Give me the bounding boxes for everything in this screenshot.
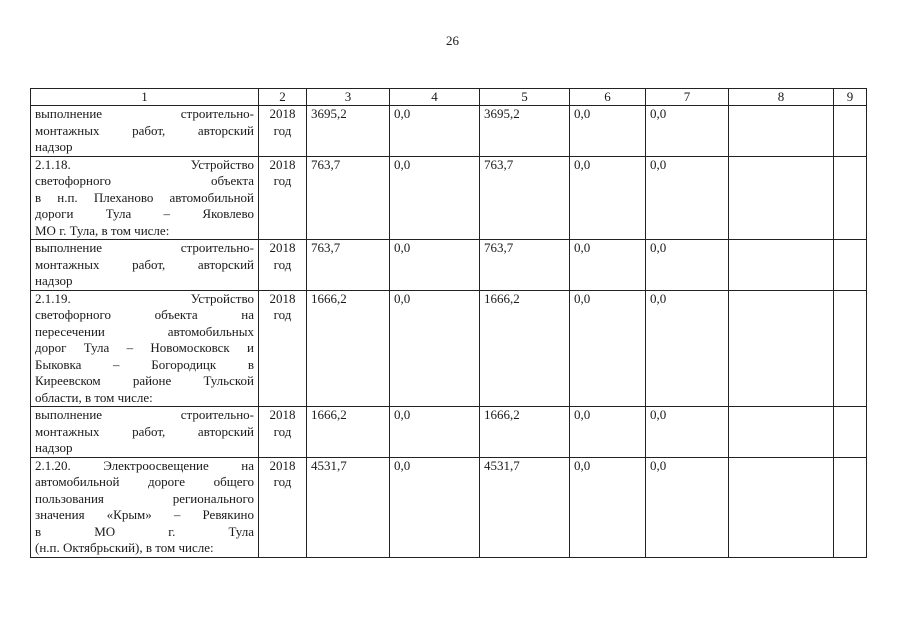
description-line: дороги Тула – Яковлево <box>35 206 254 221</box>
year-value: 2018 <box>269 290 296 306</box>
year-cell <box>259 240 307 291</box>
table-row <box>31 240 867 291</box>
col6-value: 0,0 <box>570 407 646 458</box>
year-cell <box>259 156 307 240</box>
col7-value: 0,0 <box>646 290 729 407</box>
column-header: 5 <box>480 89 570 106</box>
year-value: 2018 <box>269 156 296 172</box>
year-unit: год <box>273 307 292 322</box>
year-cell <box>259 407 307 458</box>
description-line: пользования регионального <box>35 490 254 506</box>
table-row <box>31 407 867 458</box>
column-header: 2 <box>259 89 307 106</box>
col9-value <box>834 407 867 458</box>
col8-value <box>729 407 834 458</box>
description-line: монтажных работ, авторский <box>35 122 254 138</box>
col3-value: 3695,2 <box>307 106 390 157</box>
table-row <box>31 156 867 240</box>
col9-value <box>834 240 867 291</box>
description-line: монтажных работ, авторский <box>35 256 254 272</box>
year-cell <box>259 106 307 157</box>
col6-value: 0,0 <box>570 457 646 557</box>
col5-value: 1666,2 <box>480 407 570 458</box>
item-description <box>31 106 259 157</box>
col7-value: 0,0 <box>646 106 729 157</box>
description-line: 2.1.18. Устройство <box>35 156 254 172</box>
item-description <box>31 407 259 458</box>
col4-value: 0,0 <box>390 407 480 458</box>
description-line: выполнение строительно- <box>35 106 254 121</box>
description-line: в н.п. Плеханово автомобильной <box>35 189 254 205</box>
description-line: надзор <box>35 440 73 455</box>
year-unit: год <box>273 256 292 272</box>
column-header: 3 <box>307 89 390 106</box>
col6-value: 0,0 <box>570 156 646 240</box>
description-line: МО г. Тула, в том числе: <box>35 222 170 238</box>
column-header: 1 <box>31 89 259 106</box>
col7-value: 0,0 <box>646 240 729 291</box>
description-line: светофорного объекта на <box>35 307 254 322</box>
item-description <box>31 156 259 240</box>
col6-value: 0,0 <box>570 240 646 291</box>
year-value: 2018 <box>269 457 296 473</box>
col7-value: 0,0 <box>646 156 729 240</box>
description-line: автомобильной дороге общего <box>35 474 254 489</box>
year-unit: год <box>273 423 292 439</box>
description-line: выполнение строительно- <box>35 407 254 422</box>
description-line: монтажных работ, авторский <box>35 423 254 439</box>
col4-value: 0,0 <box>390 156 480 240</box>
description-line: 2.1.19. Устройство <box>35 290 254 306</box>
year-cell <box>259 290 307 407</box>
col3-value: 1666,2 <box>307 407 390 458</box>
year-value: 2018 <box>269 106 296 121</box>
col8-value <box>729 106 834 157</box>
description-line: области, в том числе: <box>35 389 153 405</box>
year-unit: год <box>273 122 292 138</box>
col4-value: 0,0 <box>390 106 480 157</box>
col7-value: 0,0 <box>646 407 729 458</box>
description-line: дорог Тула – Новомосковск и <box>35 340 254 355</box>
col5-value: 3695,2 <box>480 106 570 157</box>
description-line: выполнение строительно- <box>35 240 254 255</box>
description-line: значения «Крым» – Ревякино <box>35 507 254 522</box>
column-header: 8 <box>729 89 834 106</box>
col5-value: 763,7 <box>480 156 570 240</box>
col4-value: 0,0 <box>390 290 480 407</box>
table-row <box>31 457 867 557</box>
col7-value: 0,0 <box>646 457 729 557</box>
col4-value: 0,0 <box>390 457 480 557</box>
col9-value <box>834 156 867 240</box>
year-cell <box>259 457 307 557</box>
col5-value: 1666,2 <box>480 290 570 407</box>
item-description <box>31 240 259 291</box>
col3-value: 763,7 <box>307 156 390 240</box>
column-header: 9 <box>834 89 867 106</box>
col6-value: 0,0 <box>570 290 646 407</box>
description-line: светофорного объекта <box>35 173 254 188</box>
description-line: в МО г. Тула <box>35 523 254 539</box>
col9-value <box>834 106 867 157</box>
column-header: 4 <box>390 89 480 106</box>
col3-value: 763,7 <box>307 240 390 291</box>
table-row <box>31 290 867 407</box>
year-unit: год <box>273 173 292 188</box>
col4-value: 0,0 <box>390 240 480 291</box>
description-line: 2.1.20. Электроосвещение на <box>35 457 254 473</box>
header-row <box>31 89 867 106</box>
col9-value <box>834 457 867 557</box>
description-line: Киреевском районе Тульской <box>35 373 254 388</box>
year-unit: год <box>273 474 292 489</box>
table-row <box>31 106 867 157</box>
col6-value: 0,0 <box>570 106 646 157</box>
col8-value <box>729 290 834 407</box>
description-line: надзор <box>35 139 73 154</box>
col8-value <box>729 156 834 240</box>
col3-value: 1666,2 <box>307 290 390 407</box>
col8-value <box>729 457 834 557</box>
item-description <box>31 290 259 407</box>
year-value: 2018 <box>269 407 296 422</box>
column-header: 7 <box>646 89 729 106</box>
year-value: 2018 <box>269 240 296 255</box>
col3-value: 4531,7 <box>307 457 390 557</box>
description-line: пересечении автомобильных <box>35 323 254 339</box>
description-line: (н.п. Октябрьский), в том числе: <box>35 540 214 555</box>
budget-table <box>30 88 867 558</box>
item-description <box>31 457 259 557</box>
col5-value: 763,7 <box>480 240 570 291</box>
column-header: 6 <box>570 89 646 106</box>
col9-value <box>834 290 867 407</box>
col5-value: 4531,7 <box>480 457 570 557</box>
description-line: надзор <box>35 273 73 288</box>
description-line: Быковка – Богородицк в <box>35 356 254 372</box>
col8-value <box>729 240 834 291</box>
page-number: 26 <box>446 33 459 48</box>
